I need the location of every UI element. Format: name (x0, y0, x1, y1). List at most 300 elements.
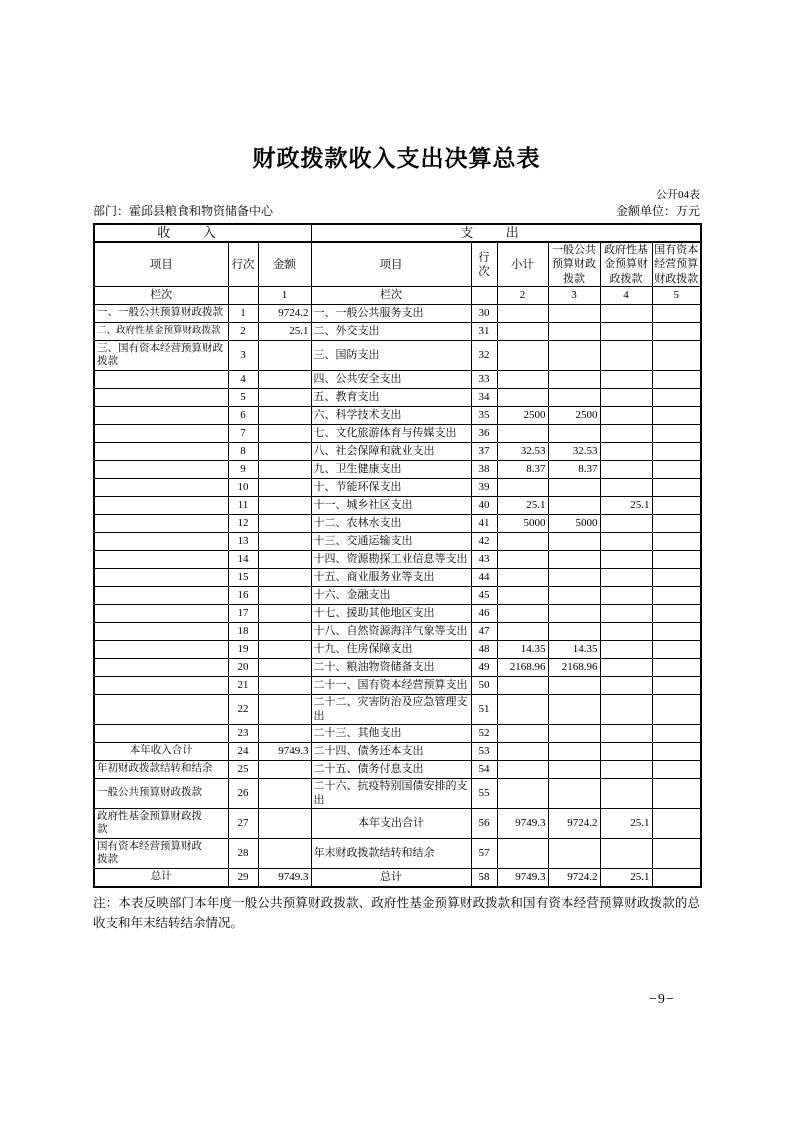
income-amount-cell (258, 761, 311, 779)
income-amount-cell (258, 371, 311, 389)
income-line-cell: 29 (228, 869, 258, 887)
expense-general-cell: 9724.2 (548, 809, 600, 839)
income-amount-cell (258, 407, 311, 425)
expense-item-cell: 二十五、债务付息支出 (311, 761, 471, 779)
table-row (94, 743, 701, 761)
expense-general-cell (548, 551, 600, 569)
expense-state-capital-cell (652, 407, 701, 425)
income-line-cell: 15 (228, 569, 258, 587)
income-line-cell: 6 (228, 407, 258, 425)
expense-general-cell (548, 479, 600, 497)
expense-general-cell (548, 839, 600, 869)
expense-line-cell: 46 (471, 605, 497, 623)
income-line-cell: 12 (228, 515, 258, 533)
table-row (94, 389, 701, 407)
expense-item-cell: 三、国防支出 (311, 341, 471, 371)
table-row (94, 407, 701, 425)
expense-general-cell: 2500 (548, 407, 600, 425)
expense-gov-fund-cell (600, 515, 652, 533)
expense-line-cell: 34 (471, 389, 497, 407)
expense-state-capital-cell (652, 371, 701, 389)
expense-gov-fund-cell (600, 389, 652, 407)
expense-general-cell: 9724.2 (548, 869, 600, 887)
income-line-cell: 14 (228, 551, 258, 569)
table-row (94, 371, 701, 389)
table-row (94, 341, 701, 371)
income-amount-cell (258, 695, 311, 725)
income-line-cell: 5 (228, 389, 258, 407)
expense-line-cell: 56 (471, 809, 497, 839)
expense-gov-fund-cell (600, 659, 652, 677)
section-header-row (94, 224, 701, 242)
col-index-label-income: 栏次 (94, 287, 228, 305)
income-line-cell: 9 (228, 461, 258, 479)
expense-gov-fund-cell (600, 443, 652, 461)
income-line-cell: 24 (228, 743, 258, 761)
income-amount-cell: 9724.2 (258, 305, 311, 323)
expense-subtotal-cell (497, 677, 548, 695)
income-line-cell: 13 (228, 533, 258, 551)
income-item-cell: 本年收入合计 (94, 743, 228, 761)
expense-gov-fund-cell: 25.1 (600, 869, 652, 887)
expense-gov-fund-cell (600, 569, 652, 587)
expense-subtotal-cell (497, 779, 548, 809)
expense-item-cell: 二十四、债务还本支出 (311, 743, 471, 761)
expense-general-cell (548, 497, 600, 515)
income-amount-cell: 9749.3 (258, 869, 311, 887)
income-item-cell (94, 479, 228, 497)
expense-item-cell: 本年支出合计 (311, 809, 471, 839)
col-header-line-expense: 行次 (471, 242, 497, 287)
expense-subtotal-cell (497, 695, 548, 725)
income-line-cell: 21 (228, 677, 258, 695)
col-index-blank (471, 287, 497, 305)
expense-general-cell (548, 569, 600, 587)
col-header-line-income: 行次 (228, 242, 258, 287)
expense-line-cell: 30 (471, 305, 497, 323)
expense-gov-fund-cell (600, 551, 652, 569)
expense-general-cell: 14.35 (548, 641, 600, 659)
expense-general-cell (548, 605, 600, 623)
expense-state-capital-cell (652, 515, 701, 533)
expense-line-cell: 38 (471, 461, 497, 479)
expense-subtotal-cell (497, 341, 548, 371)
expense-state-capital-cell (652, 869, 701, 887)
expense-subtotal-cell (497, 551, 548, 569)
expense-state-capital-cell (652, 725, 701, 743)
expense-state-capital-cell (652, 461, 701, 479)
income-amount-cell (258, 479, 311, 497)
income-line-cell: 10 (228, 479, 258, 497)
expense-item-cell: 四、公共安全支出 (311, 371, 471, 389)
expense-state-capital-cell (652, 695, 701, 725)
expense-state-capital-cell (652, 551, 701, 569)
form-code-label: 公开04表 (656, 189, 700, 202)
col-index-3: 3 (548, 287, 600, 305)
expense-line-cell: 50 (471, 677, 497, 695)
expense-line-cell: 35 (471, 407, 497, 425)
expense-gov-fund-cell (600, 605, 652, 623)
expense-state-capital-cell (652, 659, 701, 677)
expense-subtotal-cell (497, 305, 548, 323)
income-line-cell: 11 (228, 497, 258, 515)
table-row (94, 677, 701, 695)
expense-general-cell: 8.37 (548, 461, 600, 479)
income-amount-cell (258, 533, 311, 551)
income-amount-cell (258, 587, 311, 605)
table-row (94, 461, 701, 479)
expense-gov-fund-cell (600, 761, 652, 779)
expense-line-cell: 43 (471, 551, 497, 569)
income-amount-cell: 25.1 (258, 323, 311, 341)
col-index-label-expense: 栏次 (311, 287, 471, 305)
expense-gov-fund-cell (600, 677, 652, 695)
expense-state-capital-cell (652, 677, 701, 695)
expense-subtotal-cell: 9749.3 (497, 809, 548, 839)
expense-gov-fund-cell: 25.1 (600, 497, 652, 515)
expense-state-capital-cell (652, 761, 701, 779)
income-line-cell: 16 (228, 587, 258, 605)
income-amount-cell (258, 443, 311, 461)
expense-state-capital-cell (652, 341, 701, 371)
expense-state-capital-cell (652, 533, 701, 551)
income-line-cell: 1 (228, 305, 258, 323)
expense-state-capital-cell (652, 587, 701, 605)
income-item-cell: 年初财政拨款结转和结余 (94, 761, 228, 779)
expense-subtotal-cell (497, 389, 548, 407)
expense-item-cell: 十八、自然资源海洋气象等支出 (311, 623, 471, 641)
expense-gov-fund-cell: 25.1 (600, 809, 652, 839)
expense-line-cell: 31 (471, 323, 497, 341)
income-item-cell (94, 839, 228, 869)
expense-gov-fund-cell (600, 743, 652, 761)
expense-line-cell: 48 (471, 641, 497, 659)
page-number: −9− (649, 992, 675, 1007)
income-line-cell: 2 (228, 323, 258, 341)
expense-line-cell: 53 (471, 743, 497, 761)
expense-line-cell: 41 (471, 515, 497, 533)
expense-state-capital-cell (652, 605, 701, 623)
expense-general-cell (548, 695, 600, 725)
expense-line-cell: 32 (471, 341, 497, 371)
income-item-cell (94, 371, 228, 389)
expense-line-cell: 55 (471, 779, 497, 809)
table-row (94, 569, 701, 587)
expense-subtotal-cell (497, 725, 548, 743)
expense-subtotal-cell (497, 605, 548, 623)
expense-general-cell (548, 341, 600, 371)
expense-general-cell (548, 389, 600, 407)
table-row (94, 587, 701, 605)
income-amount-cell (258, 551, 311, 569)
expense-item-cell: 九、卫生健康支出 (311, 461, 471, 479)
budget-table (93, 223, 702, 888)
expense-subtotal-cell (497, 839, 548, 869)
income-amount-cell (258, 389, 311, 407)
expense-subtotal-cell (497, 743, 548, 761)
expense-line-cell: 42 (471, 533, 497, 551)
expense-item-cell: 二十二、灾害防治及应急管理支出 (311, 695, 471, 725)
expense-general-cell (548, 323, 600, 341)
table-row (94, 551, 701, 569)
expense-item-cell: 十四、资源勘探工业信息等支出 (311, 551, 471, 569)
department-label: 部门：霍邱县粮食和物资储备中心 (93, 204, 274, 219)
income-item-cell (94, 725, 228, 743)
income-item-cell (94, 443, 228, 461)
income-amount-cell (258, 779, 311, 809)
income-amount-cell (258, 569, 311, 587)
table-row (94, 869, 701, 887)
expense-gov-fund-cell (600, 641, 652, 659)
col-index-5: 5 (652, 287, 701, 305)
expense-gov-fund-cell (600, 725, 652, 743)
expense-subtotal-cell (497, 479, 548, 497)
expense-gov-fund-cell (600, 839, 652, 869)
income-amount-cell (258, 461, 311, 479)
income-item-cell: 一、一般公共预算财政拨款 (94, 305, 228, 323)
expense-general-cell (548, 779, 600, 809)
expense-gov-fund-cell (600, 623, 652, 641)
table-row (94, 515, 701, 533)
income-item-cell (94, 641, 228, 659)
expense-subtotal-cell (497, 587, 548, 605)
expense-state-capital-cell (652, 623, 701, 641)
expense-item-cell: 二十、粮油物资储备支出 (311, 659, 471, 677)
col-header-item-expense: 项目 (311, 242, 471, 287)
expense-gov-fund-cell (600, 305, 652, 323)
column-header-row (94, 242, 701, 287)
expense-subtotal-cell (497, 623, 548, 641)
table-row (94, 425, 701, 443)
table-row (94, 641, 701, 659)
expense-line-cell: 37 (471, 443, 497, 461)
income-line-cell: 20 (228, 659, 258, 677)
table-row (94, 659, 701, 677)
expense-subtotal-cell (497, 323, 548, 341)
expense-item-cell: 二十六、抗疫特别国债安排的支出 (311, 779, 471, 809)
expense-subtotal-cell (497, 425, 548, 443)
expense-line-cell: 33 (471, 371, 497, 389)
expense-general-cell (548, 623, 600, 641)
expense-line-cell: 52 (471, 725, 497, 743)
income-amount-cell (258, 809, 311, 839)
income-item-cell (94, 461, 228, 479)
expense-item-cell: 五、教育支出 (311, 389, 471, 407)
expense-state-capital-cell (652, 569, 701, 587)
expense-line-cell: 45 (471, 587, 497, 605)
expense-state-capital-cell (652, 497, 701, 515)
expense-subtotal-cell: 8.37 (497, 461, 548, 479)
budget-table-body (94, 305, 701, 887)
income-item-cell (94, 569, 228, 587)
expense-state-capital-cell (652, 305, 701, 323)
income-line-cell: 4 (228, 371, 258, 389)
table-row (94, 479, 701, 497)
expense-subtotal-cell: 2500 (497, 407, 548, 425)
income-item-cell (94, 605, 228, 623)
income-amount-cell (258, 605, 311, 623)
column-index-row (94, 287, 701, 305)
expense-section-header: 支出 (311, 224, 701, 242)
income-item-cell (94, 407, 228, 425)
expense-general-cell (548, 305, 600, 323)
income-line-cell: 26 (228, 779, 258, 809)
income-line-cell: 17 (228, 605, 258, 623)
table-note: 注：本表反映部门本年度一般公共预算财政拨款、政府性基金预算财政拨款和国有资本经营预算财政拨款的总收支和年末结转结余情况。 (93, 895, 700, 930)
col-header-item-income: 项目 (94, 242, 228, 287)
expense-line-cell: 54 (471, 761, 497, 779)
income-item-cell (94, 515, 228, 533)
income-item-cell (94, 551, 228, 569)
income-item-cell: 二、政府性基金预算财政拨款 (94, 323, 228, 341)
expense-general-cell (548, 743, 600, 761)
expense-gov-fund-cell (600, 695, 652, 725)
income-line-cell: 23 (228, 725, 258, 743)
expense-subtotal-cell (497, 761, 548, 779)
expense-state-capital-cell (652, 323, 701, 341)
col-index-2: 2 (497, 287, 548, 305)
expense-subtotal-cell: 2168.96 (497, 659, 548, 677)
col-header-state-capital: 国有资本经营预算财政拨款 (652, 242, 701, 287)
table-row (94, 323, 701, 341)
expense-gov-fund-cell (600, 371, 652, 389)
income-line-cell: 18 (228, 623, 258, 641)
table-row (94, 809, 701, 839)
income-item-cell (94, 659, 228, 677)
expense-general-cell (548, 725, 600, 743)
table-row (94, 695, 701, 725)
expense-state-capital-cell (652, 839, 701, 869)
expense-item-cell: 年末财政拨款结转和结余 (311, 839, 471, 869)
expense-general-cell: 2168.96 (548, 659, 600, 677)
expense-state-capital-cell (652, 443, 701, 461)
page-title: 财政拨款收入支出决算总表 (252, 145, 541, 171)
income-amount-cell (258, 839, 311, 869)
expense-state-capital-cell (652, 779, 701, 809)
income-item-cell (94, 533, 228, 551)
income-amount-cell (258, 623, 311, 641)
expense-general-cell (548, 371, 600, 389)
income-line-cell: 8 (228, 443, 258, 461)
expense-item-cell: 十二、农林水支出 (311, 515, 471, 533)
meta-row (93, 204, 700, 220)
expense-item-cell: 十六、金融支出 (311, 587, 471, 605)
expense-line-cell: 36 (471, 425, 497, 443)
income-line-cell: 22 (228, 695, 258, 725)
expense-line-cell: 47 (471, 623, 497, 641)
expense-state-capital-cell (652, 479, 701, 497)
expense-general-cell (548, 425, 600, 443)
expense-subtotal-cell: 5000 (497, 515, 548, 533)
expense-subtotal-cell (497, 569, 548, 587)
income-line-cell: 7 (228, 425, 258, 443)
col-index-4: 4 (600, 287, 652, 305)
table-row (94, 443, 701, 461)
expense-line-cell: 51 (471, 695, 497, 725)
col-header-amount: 金额 (258, 242, 311, 287)
expense-state-capital-cell (652, 743, 701, 761)
income-item-cell (94, 497, 228, 515)
income-amount-cell (258, 659, 311, 677)
expense-state-capital-cell (652, 389, 701, 407)
expense-item-cell: 十九、住房保障支出 (311, 641, 471, 659)
income-item-cell: 总计 (94, 869, 228, 887)
expense-gov-fund-cell (600, 587, 652, 605)
expense-gov-fund-cell (600, 779, 652, 809)
expense-line-cell: 40 (471, 497, 497, 515)
income-line-cell: 27 (228, 809, 258, 839)
expense-line-cell: 58 (471, 869, 497, 887)
table-row (94, 839, 701, 869)
income-item-cell (94, 623, 228, 641)
expense-general-cell (548, 677, 600, 695)
expense-general-cell (548, 533, 600, 551)
expense-general-cell: 32.53 (548, 443, 600, 461)
expense-item-cell: 二、外交支出 (311, 323, 471, 341)
income-item-cell (94, 389, 228, 407)
income-amount-cell: 9749.3 (258, 743, 311, 761)
expense-subtotal-cell (497, 533, 548, 551)
col-index-1: 1 (258, 287, 311, 305)
expense-line-cell: 49 (471, 659, 497, 677)
income-amount-cell (258, 641, 311, 659)
income-line-cell: 28 (228, 839, 258, 869)
table-row (94, 497, 701, 515)
expense-item-cell: 六、科学技术支出 (311, 407, 471, 425)
income-item-cell (94, 677, 228, 695)
income-amount-cell (258, 425, 311, 443)
expense-general-cell (548, 761, 600, 779)
expense-gov-fund-cell (600, 407, 652, 425)
income-line-cell: 3 (228, 341, 258, 371)
income-item-cell (94, 779, 228, 809)
col-header-general-budget: 一般公共预算财政拨款 (548, 242, 600, 287)
expense-item-cell: 七、文化旅游体育与传媒支出 (311, 425, 471, 443)
income-item-text: 国有资本经营预算财政拨款 (97, 841, 202, 865)
expense-gov-fund-cell (600, 461, 652, 479)
expense-gov-fund-cell (600, 479, 652, 497)
expense-general-cell (548, 587, 600, 605)
income-item-cell: 三、国有资本经营预算财政拨款 (94, 341, 228, 371)
expense-gov-fund-cell (600, 323, 652, 341)
income-item-text: 政府性基金预算财政拨款 (97, 811, 202, 835)
table-row (94, 305, 701, 323)
expense-line-cell: 57 (471, 839, 497, 869)
income-amount-cell (258, 341, 311, 371)
expense-line-cell: 44 (471, 569, 497, 587)
income-item-cell (94, 695, 228, 725)
expense-gov-fund-cell (600, 341, 652, 371)
income-item-cell (94, 425, 228, 443)
income-amount-cell (258, 515, 311, 533)
income-item-text: 一般公共预算财政拨款 (97, 787, 202, 799)
expense-item-cell: 十、节能环保支出 (311, 479, 471, 497)
expense-item-cell: 十七、援助其他地区支出 (311, 605, 471, 623)
income-amount-cell (258, 497, 311, 515)
expense-item-cell: 二十三、其他支出 (311, 725, 471, 743)
expense-item-cell: 十三、交通运输支出 (311, 533, 471, 551)
table-row (94, 533, 701, 551)
table-row (94, 725, 701, 743)
unit-label: 金额单位：万元 (615, 204, 700, 219)
income-section-header: 收入 (94, 224, 311, 242)
table-row (94, 779, 701, 809)
expense-item-cell: 八、社会保障和就业支出 (311, 443, 471, 461)
table-row (94, 605, 701, 623)
expense-item-cell: 总计 (311, 869, 471, 887)
col-index-blank (228, 287, 258, 305)
expense-subtotal-cell: 9749.3 (497, 869, 548, 887)
